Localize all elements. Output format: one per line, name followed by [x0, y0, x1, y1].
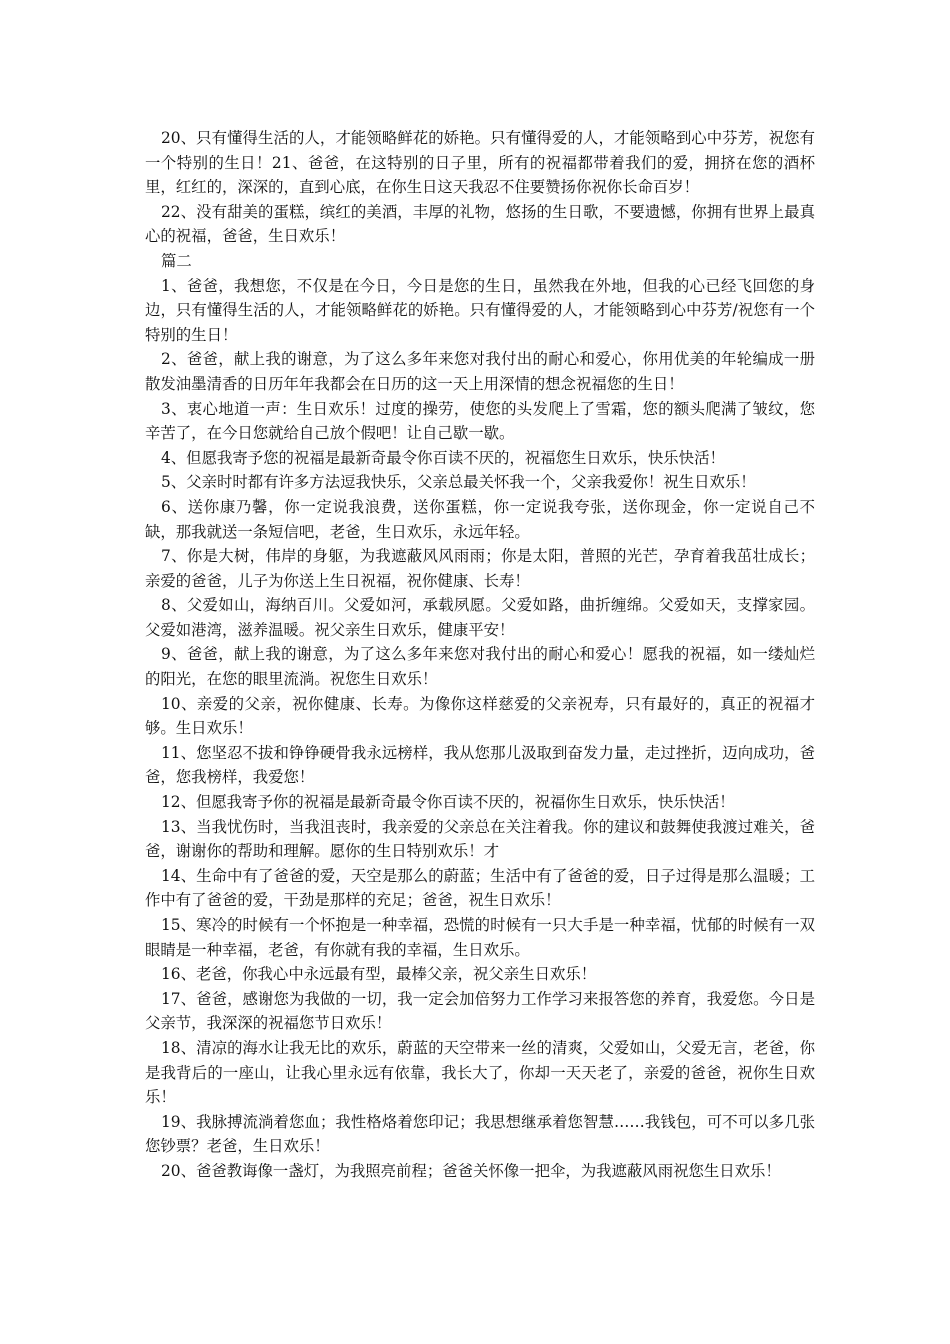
list-item-20: 20、爸爸教诲像一盏灯，为我照亮前程；爸爸关怀像一把伞，为我遮蔽风雨祝您生日欢乐！ [161, 1161, 781, 1180]
list-item-13: 13、当我忧伤时，当我沮丧时，我亲爱的父亲总在关注着我。你的建议和鼓舞使我渡过难关，爸爸，谢谢你的帮助和理解。愿你的生日特别欢乐！才 [145, 817, 815, 861]
list-item-5: 5、父亲时时都有许多方法逗我快乐，父亲总最关怀我一个，父亲我爱你！祝生日欢乐！ [161, 473, 756, 492]
paragraph-top-2: 22、没有甜美的蛋糕，缤红的美酒，丰厚的礼物，悠扬的生日歌，不要遗憾，你拥有世界上最真心的祝福，爸爸，生日欢乐！ [145, 202, 815, 246]
list-item-17: 17、爸爸，感谢您为我做的一切，我一定会加倍努力工作学习来报答您的养育，我爱您。今日是父亲节，我深深的祝福您节日欢乐！ [145, 989, 815, 1033]
list-item-12: 12、但愿我寄予你的祝福是最新奇最令你百读不厌的，祝福你生日欢乐，快乐快活！ [161, 793, 735, 812]
list-item-6: 6、送你康乃馨，你一定说我浪费，送你蛋糕，你一定说我夸张，送你现金，你一定说自己不缺，那我就送一条短信吧，老爸，生日欢乐，永远年轻。 [145, 497, 815, 541]
list-item-9: 9、爸爸，献上我的谢意，为了这么多年来您对我付出的耐心和爱心！愿我的祝福，如一缕灿烂的阳光，在您的眼里流淌。祝您生日欢乐！ [145, 645, 815, 689]
list-item-7: 7、你是大树，伟岸的身躯，为我遮蔽风风雨雨；你是太阳，普照的光芒，孕育着我茁壮成长；亲爱的爸爸，儿子为你送上生日祝福，祝你健康、长寿！ [145, 547, 815, 590]
section-heading: 篇二 [161, 251, 192, 270]
list-item-3: 3、衷心地道一声：生日欢乐！过度的操劳，使您的头发爬上了雪霜，您的额头爬满了皱纹，您辛苦了，在今日您就给自己放个假吧！让自己歇一歇。 [145, 399, 815, 443]
document-body [145, 126, 815, 1184]
list-item-11: 11、您坚忍不拔和铮铮硬骨我永远榜样，我从您那儿汲取到奋发力量，走过挫折，迈向成功，爸爸，您我榜样，我爱您！ [145, 743, 815, 787]
list-item-8: 8、父爱如山，海纳百川。父爱如河，承载夙愿。父爱如路，曲折缠绵。父爱如天，支撑家园。父爱如港湾，滋养温暖。祝父亲生日欢乐，健康平安！ [145, 596, 815, 639]
list-item-16: 16、老爸，你我心中永远最有型，最棒父亲，祝父亲生日欢乐！ [161, 965, 597, 984]
list-item-10: 10、亲爱的父亲，祝你健康、长寿。为像你这样慈爱的父亲祝寿，只有最好的，真正的祝福才够。生日欢乐！ [145, 694, 815, 738]
list-item-2: 2、爸爸，献上我的谢意，为了这么多年来您对我付出的耐心和爱心，你用优美的年轮编成一册散发油墨清香的日历年年我都会在日历的这一天上用深情的想念祝福您的生日！ [145, 350, 815, 393]
paragraph-top-1: 20、只有懂得生活的人，才能领略鲜花的娇艳。只有懂得爱的人，才能领略到心中芬芳，祝您有一个特别的生日！21、爸爸，在这特别的日子里，所有的祝福都带着我们的爱，拥挤在您的酒杯里，红红的，深深的，直到心底，在你生日这天我忍不住要赞扬你祝你长命百岁！ [145, 129, 815, 197]
list-item-19: 19、我脉搏流淌着您血；我性格烙着您印记；我思想继承着您智慧……我钱包，可不可以多几张您钞票？老爸，生日欢乐！ [145, 1112, 815, 1156]
list-item-18: 18、清凉的海水让我无比的欢乐，蔚蓝的天空带来一丝的清爽，父爱如山，父爱无言，老爸，你是我背后的一座山，让我心里永远有依靠，我长大了，你却一天天老了，亲爱的爸爸，祝你生日欢乐！ [145, 1038, 815, 1107]
list-item-15: 15、寒冷的时候有一个怀抱是一种幸福，恐慌的时候有一只大手是一种幸福，忧郁的时候有一双眼睛是一种幸福，老爸，有你就有我的幸福，生日欢乐。 [145, 916, 815, 959]
list-item-4: 4、但愿我寄予您的祝福是最新奇最令你百读不厌的，祝福您生日欢乐，快乐快活！ [161, 448, 725, 467]
list-item-1: 1、爸爸，我想您，不仅是在今日，今日是您的生日，虽然我在外地，但我的心已经飞回您的身边，只有懂得生活的人，才能领略鲜花的娇艳。只有懂得爱的人，才能领略到心中芬芳/祝您有一个特别的生日！ [145, 276, 815, 344]
list-item-14: 14、生命中有了爸爸的爱，天空是那么的蔚蓝；生活中有了爸爸的爱，日子过得是那么温暖；工作中有了爸爸的爱，干劲是那样的充足；爸爸，祝生日欢乐！ [145, 866, 815, 910]
